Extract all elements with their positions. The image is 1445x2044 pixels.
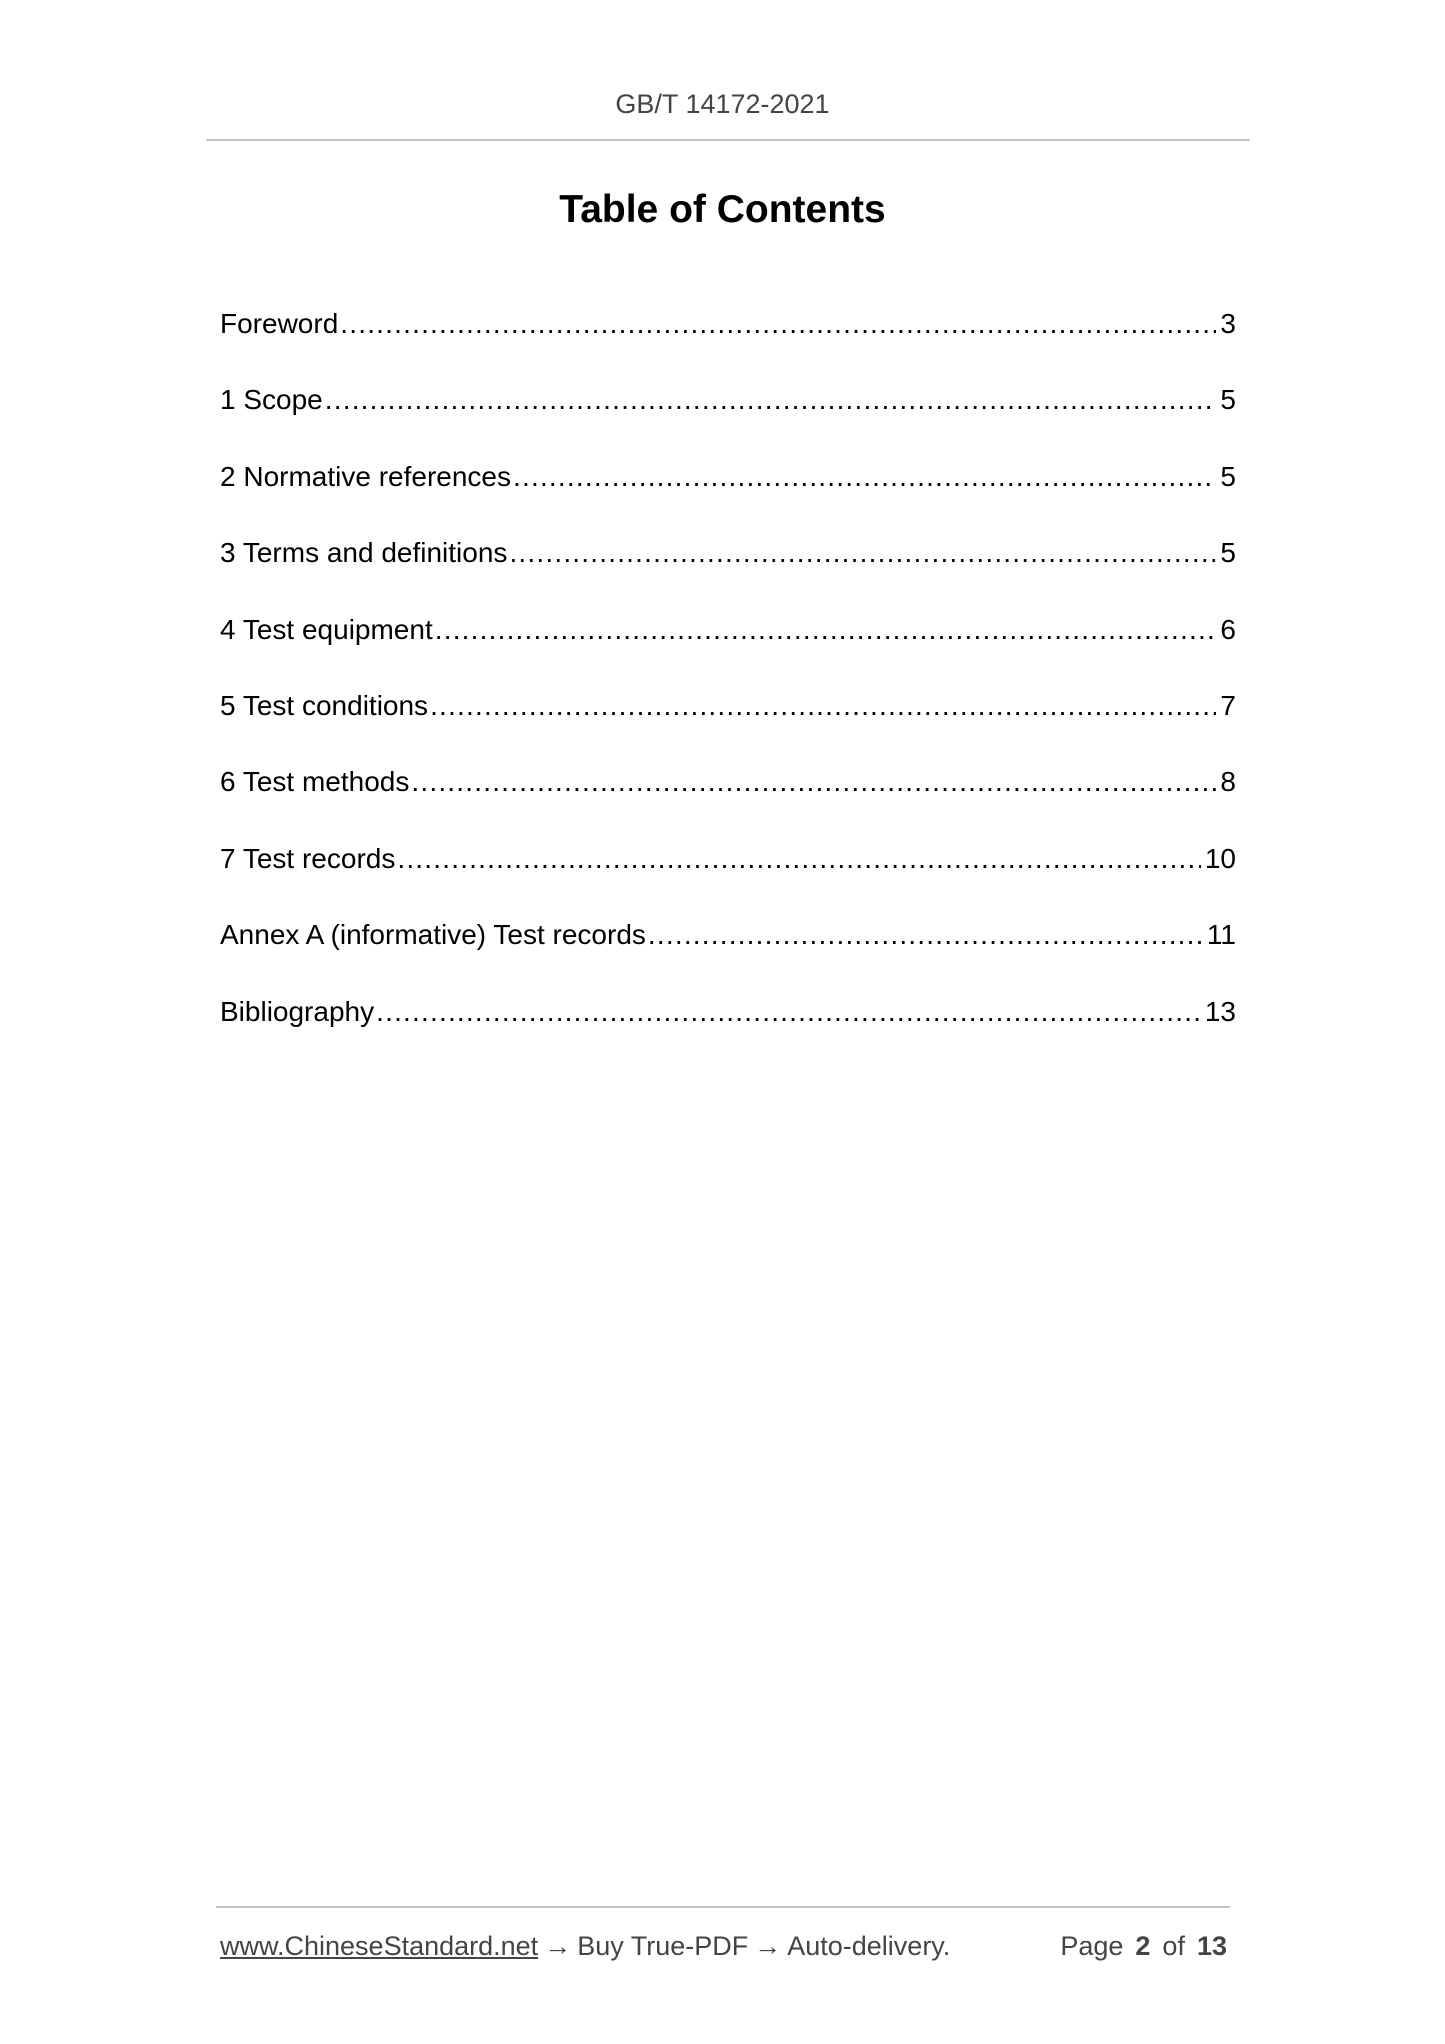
toc-entry-label: 4 Test equipment	[220, 613, 433, 645]
buy-true-pdf-text: Buy True-PDF	[577, 1931, 749, 1961]
page-footer	[220, 1926, 1230, 1966]
toc-dot-leader	[340, 304, 1216, 344]
toc-entry-annex-a[interactable]	[220, 915, 1236, 991]
toc-entry-page: 11	[1206, 919, 1236, 951]
website-link[interactable]: www.ChineseStandard.net	[220, 1931, 539, 1961]
toc-entry-label: Bibliography	[220, 995, 375, 1027]
toc-entry-test-methods[interactable]	[220, 762, 1236, 838]
toc-entry-label: Annex A (informative) Test records	[220, 919, 646, 951]
toc-entry-page: 5	[1220, 384, 1236, 416]
toc-entry-page: 10	[1204, 842, 1236, 874]
toc-dot-leader	[513, 457, 1216, 497]
toc-dot-leader	[411, 762, 1216, 802]
toc-title: Table of Contents	[559, 188, 886, 231]
toc-entry-label: 5 Test conditions	[220, 689, 429, 721]
toc-entry-terms-and-definitions[interactable]	[220, 533, 1236, 609]
toc-entry-page: 5	[1220, 537, 1236, 569]
toc-list	[220, 304, 1236, 1068]
toc-entry-label: 1 Scope	[220, 384, 323, 416]
toc-entry-label: 7 Test records	[220, 842, 396, 874]
toc-entry-page: 5	[1220, 460, 1236, 492]
toc-entry-label: 2 Normative references	[220, 460, 512, 492]
toc-entry-page: 8	[1220, 766, 1236, 798]
toc-dot-leader	[325, 380, 1217, 420]
toc-entry-label: 3 Terms and definitions	[220, 537, 508, 569]
toc-dot-leader	[509, 533, 1216, 573]
toc-entry-label: Foreword	[220, 308, 339, 339]
toc-entry-foreword[interactable]	[220, 304, 1236, 380]
toc-dot-leader	[397, 839, 1201, 879]
footer-divider	[216, 1906, 1230, 1908]
toc-dot-leader	[435, 610, 1217, 650]
toc-entry-test-records[interactable]	[220, 839, 1236, 915]
toc-entry-page: 13	[1204, 995, 1236, 1027]
footer-promo	[220, 1926, 950, 1966]
arrow-right-icon: →	[754, 1931, 782, 1961]
toc-entry-page: 7	[1220, 689, 1236, 721]
toc-dot-leader	[648, 915, 1203, 955]
of-word: of	[1162, 1931, 1185, 1961]
toc-entry-scope[interactable]	[220, 380, 1236, 456]
toc-entry-page: 3	[1220, 308, 1236, 339]
document-code-header: GB/T 14172-2021	[615, 89, 830, 119]
page-number-indicator	[1060, 1926, 1227, 1966]
toc-dot-leader	[376, 992, 1201, 1032]
auto-delivery-text: Auto-delivery.	[787, 1931, 951, 1961]
toc-dot-leader	[430, 686, 1216, 726]
page-word: Page	[1060, 1931, 1124, 1961]
current-page-number: 2	[1135, 1931, 1151, 1961]
header-divider	[206, 139, 1250, 141]
toc-entry-page: 6	[1220, 613, 1236, 645]
toc-entry-test-conditions[interactable]	[220, 686, 1236, 762]
arrow-right-icon: →	[544, 1931, 572, 1961]
toc-entry-test-equipment[interactable]	[220, 610, 1236, 686]
toc-entry-bibliography[interactable]	[220, 992, 1236, 1068]
total-pages-number: 13	[1196, 1931, 1227, 1961]
toc-entry-normative-references[interactable]	[220, 457, 1236, 533]
toc-entry-label: 6 Test methods	[220, 766, 410, 798]
